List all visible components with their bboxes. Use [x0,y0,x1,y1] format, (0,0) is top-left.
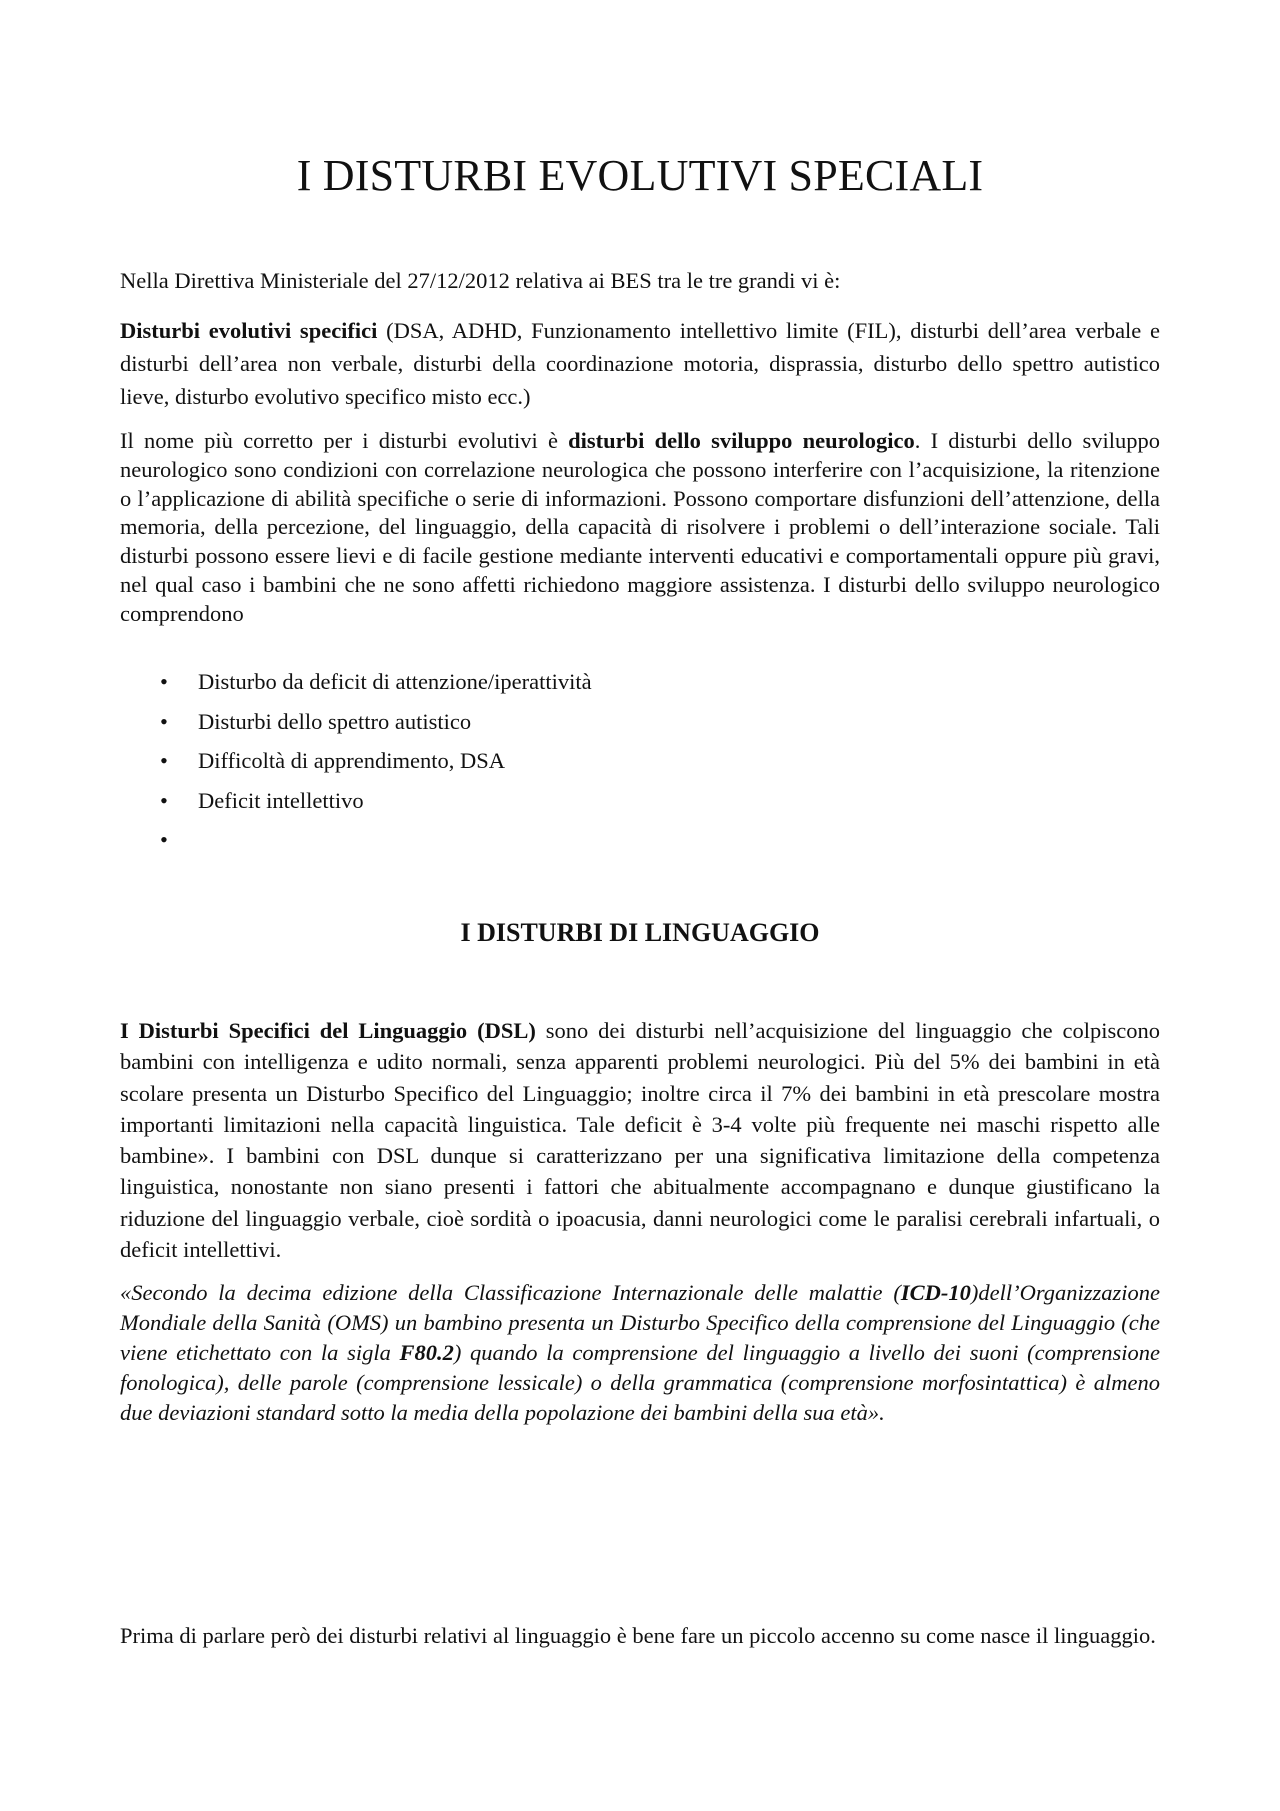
icd-quote-part-a: «Secondo la decima edizione della Classificazione Internazionale delle malattie ( [120,1280,901,1305]
bullet-icon: • [160,669,168,694]
icd-quote-paragraph [120,1278,1160,1428]
specific-disorders-term: Disturbi evolutivi specifici [120,318,378,343]
dsl-term: I Disturbi Specifici del Linguaggio (DSL) [120,1018,536,1043]
list-item [120,786,1120,826]
neurodevelopmental-text: . I disturbi dello sviluppo neurologico sono condizioni con correlazione neurologica che possono interferire con l’acquisizione, la ritenzione o l’applicazione di abilità specifiche o serie di informazioni. Possono comportare disfunzioni dell’attenzione, della memoria, della percezione, del linguaggio, della capacità di risolvere i problemi o dell’interazione sociale. Tali disturbi possono essere lievi e di facile gestione mediante interventi educativi e comportamentali oppure più gravi, nel qual caso i bambini che ne sono affetti richiedono maggiore assistenza. I disturbi dello sviluppo neurologico comprendono [120,428,1160,626]
icd-quote-part-c: )dell’Organizzazione Mondiale della Sanità (OMS) un bambino presenta un Disturbo Specifico della comprensione del Linguaggio (che viene etichettato con la sigla [120,1280,1160,1365]
neurodevelopmental-term: disturbi dello sviluppo neurologico [568,428,915,453]
list-item-text: Disturbi dello spettro autistico [198,708,472,734]
icd-code: ICD-10 [900,1280,971,1305]
bullet-icon: • [160,708,168,734]
list-item [120,707,1120,747]
dsl-text: sono dei disturbi nell’acquisizione del linguaggio che colpiscono bambini con intelligenza e udito normali, senza apparenti problemi neurologici. Più del 5% dei bambini in età scolare presenta un Disturbo Specifico del Linguaggio; inoltre circa il 7% dei bambini in età prescolare mostra importanti limitazioni nella capacità linguistica. Tale deficit è 3-4 volte più frequente nei maschi rispetto alle bambine». I bambini con DSL dunque si caratterizzano per una significativa limitazione della competenza linguistica, nonostante non siano presenti i fattori che abitualmente accompagnano e dunque giustificano la riduzione del linguaggio verbale, cioè sordità o ipoacusia, danni neurologici come le paralisi cerebrali infartuali, o deficit intellettivi. [120,1018,1161,1263]
f80-code: F80.2 [399,1340,454,1365]
intro-paragraph: Nella Direttiva Ministeriale del 27/12/2012 relativa ai BES tra le tre grandi vi è: [120,268,841,293]
specific-disorders-text: (DSA, ADHD, Funzionamento intellettivo limite (FIL), disturbi dell’area verbale e disturbi dell’area non verbale, disturbi della coordinazione motoria, disprassia, disturbo dello spettro autistico lieve, disturbo evolutivo specifico misto ecc.) [120,318,1160,409]
list-item-text: Difficoltà di apprendimento, DSA [198,748,506,773]
list-item-text: Disturbo da deficit di attenzione/iperattività [198,669,592,694]
disorders-list [120,667,1120,865]
bullet-icon: • [160,748,168,773]
icd-quote-part-d: ) quando la comprensione del linguaggio a livello dei suoni (comprensione fonologica), delle parole (comprensione lessicale) o della grammatica (comprensione morfosintattica) è almeno due deviazioni standard sotto la media della popolazione dei bambini della sua età». [120,1340,1160,1425]
neurodevelopmental-paragraph [120,427,1160,629]
neurodevelopmental-lead: Il nome più corretto per i disturbi evolutivi è [120,428,569,453]
bullet-icon: • [160,787,168,813]
list-item-text: Deficit intellettivo [198,787,364,813]
specific-disorders-paragraph [120,314,1160,413]
closing-paragraph: Prima di parlare però dei disturbi relativi al linguaggio è bene fare un piccolo accenno su come nasce il linguaggio. [120,1623,1156,1648]
list-item [120,667,1120,707]
bullet-icon: • [160,827,168,852]
document-title: I DISTURBI EVOLUTIVI SPECIALI [296,151,984,200]
list-item [120,746,1120,786]
section-heading: I DISTURBI DI LINGUAGGIO [460,918,820,947]
dsl-paragraph [120,1015,1160,1265]
list-item [120,825,1120,865]
